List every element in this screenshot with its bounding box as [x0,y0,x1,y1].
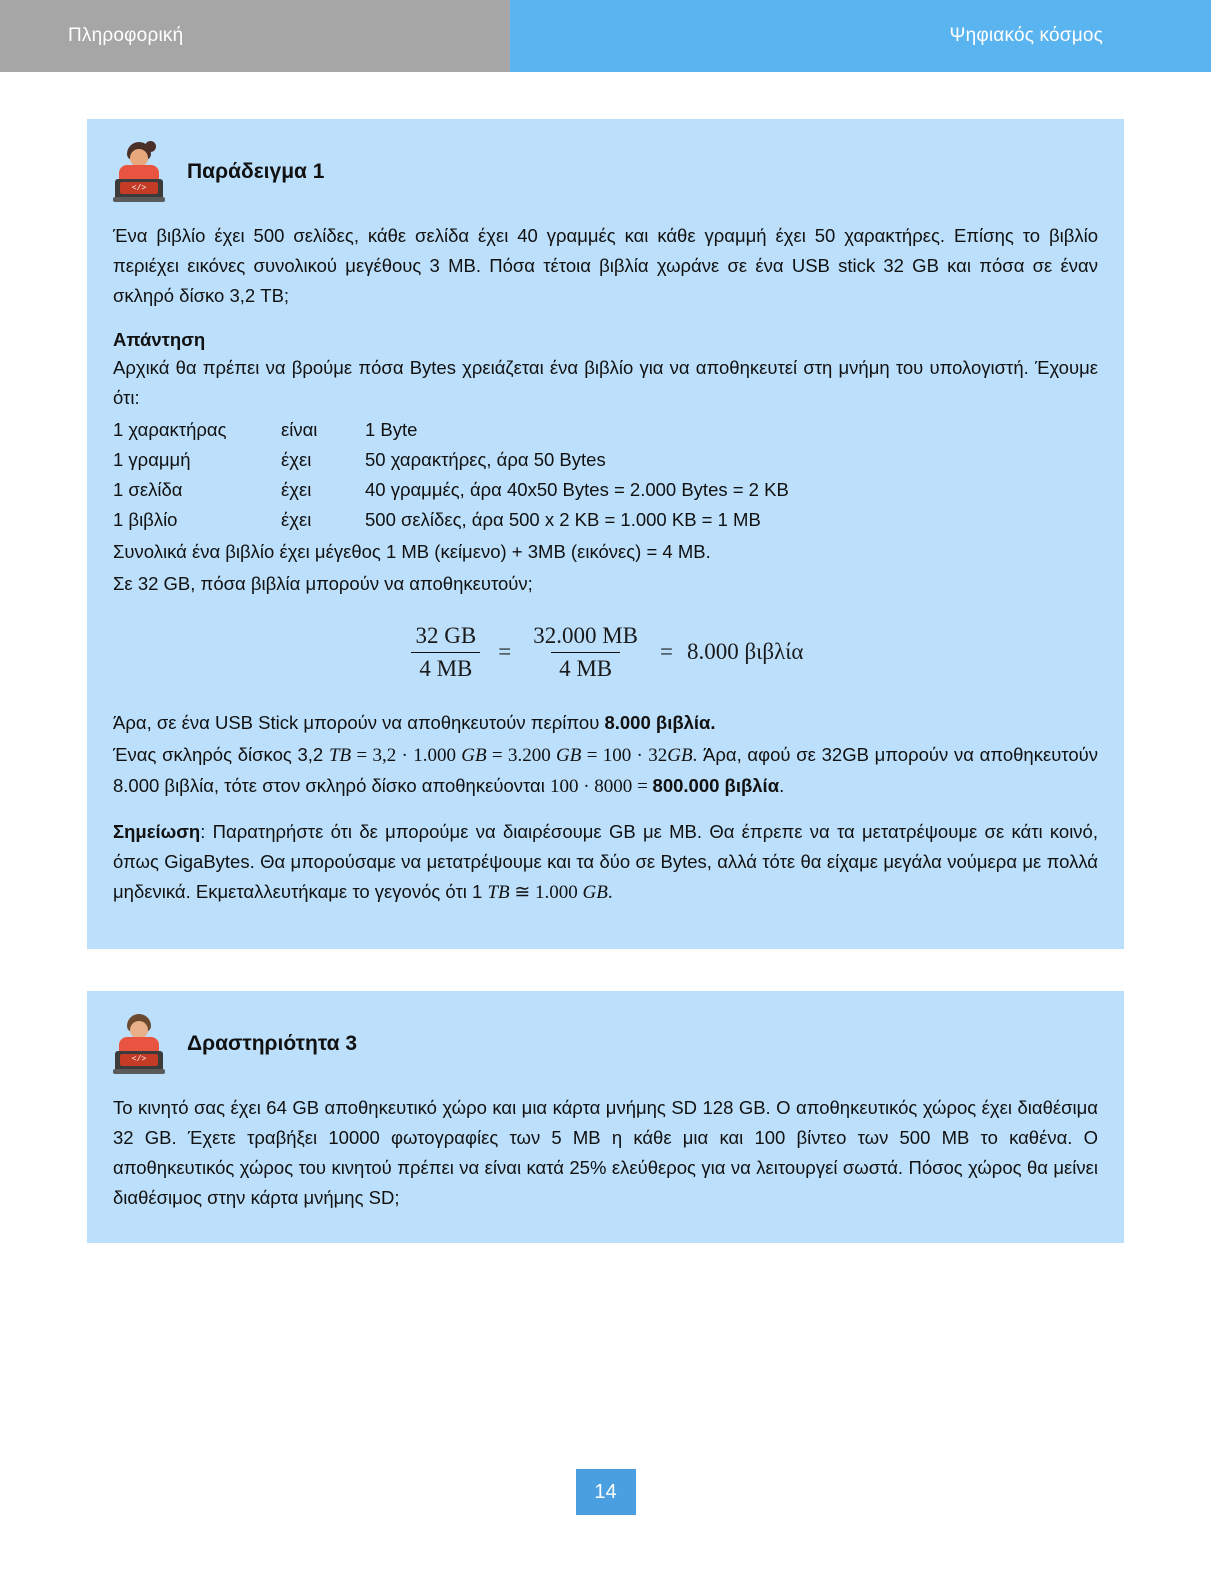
hdd-result-count: 800.000 βιβλία [652,775,780,797]
usb-conclusion-line [113,708,1098,738]
note-paragraph [113,817,1098,909]
hdd-math-gb3: GB [667,744,693,766]
fraction-right-numerator: 32.000 MB [533,622,638,648]
activity-text: Το κινητό σας έχει 64 GB αποθηκευτικό χώρο και μια κάρτα μνήμης SD 128 GB. Ο αποθηκευτικός χώρος έχει διαθέσιμα 32 GB. Έχετε τραβήξει 10000 φωτογραφίες των 5 MB η κάθε μια και 100 βίντεο των 500 MB το καθένα. Ο αποθηκευτικός χώρος του κινητού πρέπει να είναι κατά 25% ελεύθερος για να λειτουργεί σωστά. Πόσος χώρος θα μείνει διαθέσιμος στην κάρτα μνήμης SD; [113,1096,1098,1208]
hdd-math-product: 100 · 8000 [549,776,633,798]
equiv-unit: 1 βιβλίο [113,508,178,530]
note-label: Σημείωση [113,821,201,843]
note-math-gb: GB [582,882,608,904]
usb-conclusion-count: 8.000 βιβλία. [604,711,716,733]
header-subject-label: Πληροφορική [68,25,184,46]
hdd-text-end: . [779,775,785,797]
answer-label: Απάντηση [113,328,206,350]
code-glyph: </> [120,182,158,194]
equiv-value: 1 Byte [365,418,418,440]
hdd-math-eq3: = 100 · 32 [581,744,668,766]
page-header [0,0,1211,72]
equiv-verb: έχει [281,448,312,470]
equiv-value: 50 χαρακτήρες, άρα 50 Bytes [365,448,606,470]
division-formula [113,623,1098,682]
usb-conclusion-text: Άρα, σε ένα USB Stick μπορούν να αποθηκευτούν περίπου [113,711,605,733]
hdd-math-tb: TB [328,744,352,766]
note-math-approx: ≅ 1.000 [509,882,583,904]
answer-intro-text: Αρχικά θα πρέπει να βρούμε πόσα Bytes χρειάζεται ένα βιβλίο για να αποθηκευτεί στη μνήμη του υπολογιστή. Έχουμε ότι: [113,356,1098,408]
hdd-math-eq2: = 3.200 [486,744,557,766]
avatar-coder-icon [113,1013,165,1075]
hdd-text-1: Ένας σκληρός δίσκος 3,2 [113,743,329,765]
fraction-left-denominator: 4 MB [411,652,480,682]
code-glyph: </> [120,1054,158,1066]
header-chapter-label: Ψηφιακός κόσμος [949,25,1103,46]
example-title: Παράδειγμα 1 [187,160,325,183]
fraction-left-numerator: 32 GB [415,622,477,648]
note-math-tb: TB [487,882,510,904]
fraction-right [525,623,646,682]
equiv-unit: 1 σελίδα [113,478,183,500]
header-right-band [510,0,1211,72]
activity-header [113,1013,1098,1075]
hdd-math-gb2: GB [556,744,582,766]
page-number-footer [0,1469,1211,1515]
fraction-right-denominator: 4 MB [551,652,620,682]
table-row [113,505,789,535]
hdd-conclusion-paragraph [113,740,1098,804]
equiv-unit: 1 γραμμή [113,448,191,470]
example-problem-text: Ένα βιβλίο έχει 500 σελίδες, κάθε σελίδα έχει 40 γραμμές και κάθε γραμμή έχει 50 χαρακτήρες. Επίσης το βιβλίο περιέχει εικόνες συνολικού μεγέθους 3 MB. Πόσα τέτοια βιβλία χωράνε σε ένα USB stick 32 GB και πόσα σε έναν σκληρό δίσκο 3,2 TB; [113,225,1098,306]
avatar-coder-icon [113,141,165,203]
unit-equivalence-table [113,415,789,535]
equiv-verb: είναι [281,418,318,440]
total-size-line: Συνολικά ένα βιβλίο έχει μέγεθος 1 MB (κείμενο) + 3MB (εικόνες) = 4 MB. [113,540,711,562]
equiv-verb: έχει [281,478,312,500]
equiv-unit: 1 χαρακτήρας [113,418,227,440]
hdd-math-gb1: GB [461,744,487,766]
hdd-text-2: Άρα, αφού σε 32GB μπορούν να αποθηκευτούν 8.000 βιβλία, τότε στον σκληρό δίσκο αποθηκεύονται [113,743,1099,797]
equiv-verb: έχει [281,508,312,530]
page-number-badge: 14 [576,1469,636,1515]
example-box [87,119,1124,949]
note-text: : Παρατηρήστε ότι δε μπορούμε να διαιρέσουμε GB με MB. Θα έπρεπε να τα μετατρέψουμε σε κάτι κοινό, όπως GigaBytes. Θα μπορούσαμε να μετατρέψουμε και τα δύο σε Bytes, αλλά τότε θα είχαμε μεγάλα νούμερα με πολλά μηδενικά. Εκμεταλλευτήκαμε το γεγονός ότι 1 [113,821,1098,903]
equiv-value: 40 γραμμές, άρα 40x50 Bytes = 2.000 Bytes = 2 KB [365,478,789,500]
books-question-line: Σε 32 GB, πόσα βιβλία μπορούν να αποθηκευτούν; [113,572,533,594]
hdd-math-eq4: = [632,776,653,798]
activity-title: Δραστηριότητα 3 [187,1031,358,1055]
page-content [0,119,1211,1243]
activity-box [87,991,1124,1243]
example-header [113,141,1098,203]
fraction-left [408,623,485,682]
header-left-band [0,0,510,72]
formula-result: 8.000 βιβλία [686,639,804,665]
hdd-math-period: . [692,744,698,766]
hdd-math-eq1: = 3,2 · 1.000 [351,744,462,766]
note-math-period: . [607,882,613,904]
equals-sign-1: = [498,639,512,665]
equiv-value: 500 σελίδες, άρα 500 x 2 KB = 1.000 KB = 1 MB [365,508,761,530]
table-row [113,475,789,505]
table-row [113,445,789,475]
table-row [113,415,789,445]
equals-sign-2: = [660,639,673,665]
